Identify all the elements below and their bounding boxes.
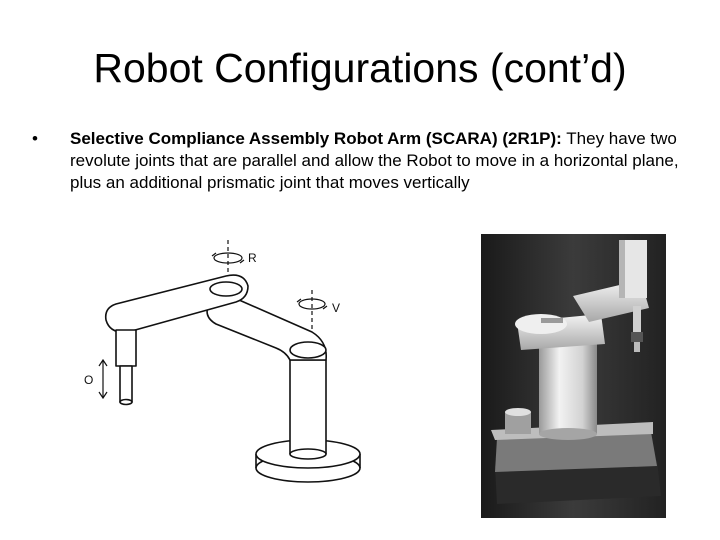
bullet-marker: • [32,129,38,148]
scara-robot-photo [481,234,666,518]
rotation-axis-2-icon [297,290,327,332]
rotation-axis-1-icon [212,240,244,276]
bullet-body: They have two revolute joints that are parallel and allow the Robot to move in a horizontal plane, plus an additional prismatic joint that moves vertically [70,129,679,192]
scara-line-diagram [76,232,376,492]
diagram-label-r: R [248,251,257,265]
prismatic-arrow-icon [99,360,107,398]
slide-title: Robot Configurations (cont’d) [93,45,627,91]
robot-column [290,360,326,459]
diagram-label-v: V [332,301,341,315]
diagram-label-o: O [84,373,94,387]
bullet-text [70,128,700,194]
robot-prismatic-shaft [116,330,136,405]
bullet-heading: Selective Compliance Assembly Robot Arm (SCARA) (2R1P): [70,129,562,148]
